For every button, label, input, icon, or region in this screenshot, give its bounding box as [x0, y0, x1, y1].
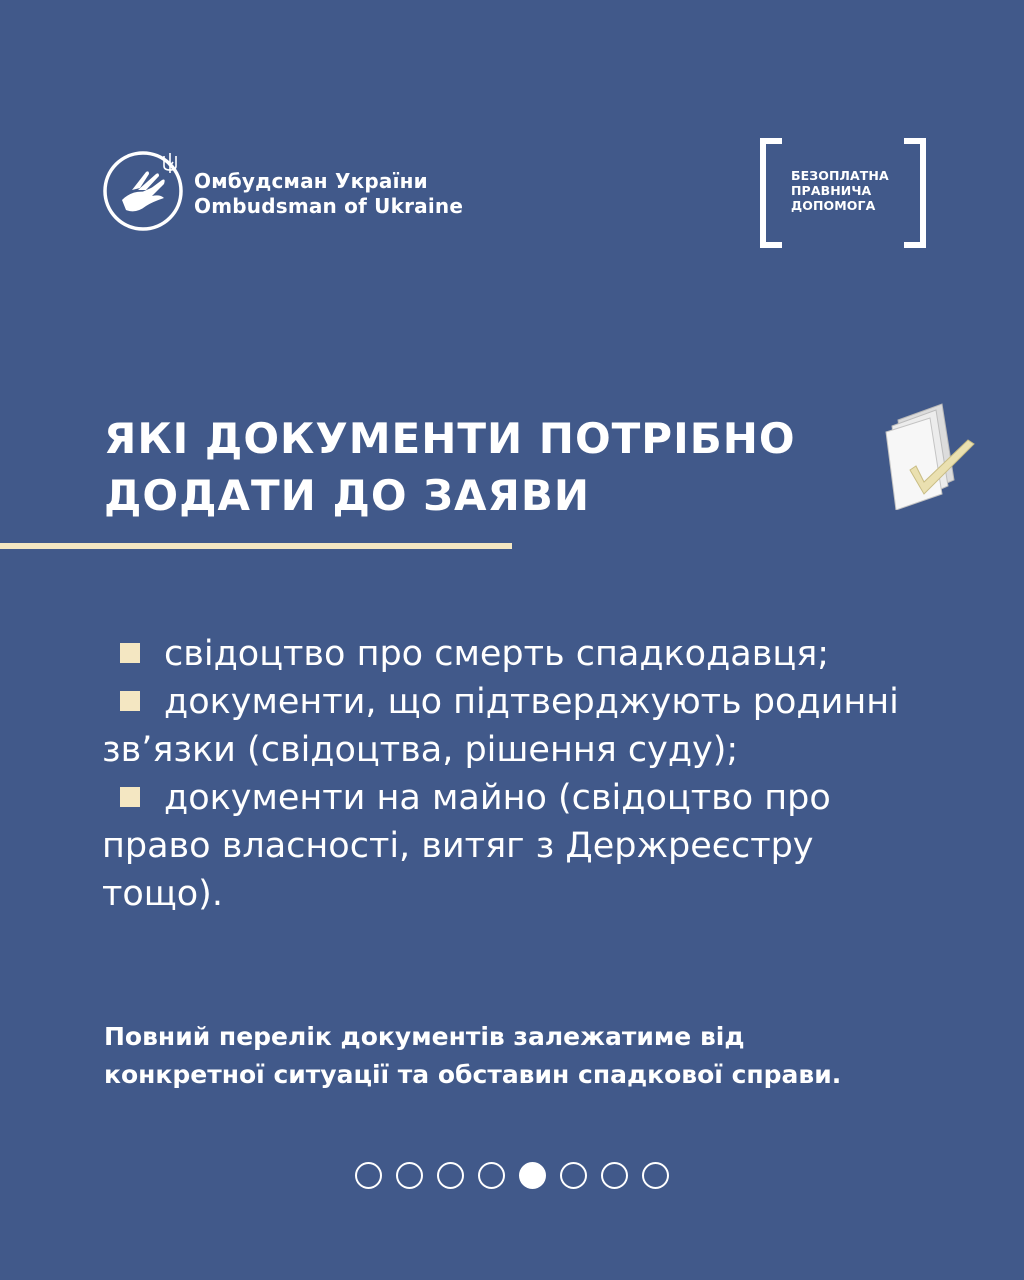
trident-icon [162, 152, 178, 174]
pagination-dot-active[interactable] [519, 1162, 546, 1189]
pagination-dot[interactable] [396, 1162, 423, 1189]
ombudsman-title-en: Ombudsman of Ukraine [194, 194, 464, 218]
footnote [104, 1018, 964, 1094]
list-item: свідоцтво про смерть спадкодавця; [102, 630, 942, 678]
footnote-line-2: конкретної ситуації та обставин спадкової справи. [104, 1060, 842, 1089]
pagination-dot[interactable] [355, 1162, 382, 1189]
documents-list [102, 630, 942, 918]
pagination-dot[interactable] [478, 1162, 505, 1189]
ombudsman-logo [102, 150, 463, 232]
legal-aid-logo [760, 138, 926, 248]
bullet-icon [120, 643, 140, 663]
pagination-dot[interactable] [642, 1162, 669, 1189]
title-underline [0, 543, 512, 549]
pagination-dot[interactable] [560, 1162, 587, 1189]
legal-aid-line-3: ДОПОМОГА [791, 198, 876, 213]
bullet-icon [120, 691, 140, 711]
pagination-dot[interactable] [601, 1162, 628, 1189]
legal-aid-line-1: БЕЗОПЛАТНА [791, 168, 889, 183]
footnote-line-1: Повний перелік документів залежатиме від [104, 1022, 745, 1051]
documents-checkmark-icon [880, 400, 980, 510]
page-title-line-1: ЯКІ ДОКУМЕНТИ ПОТРІБНО [104, 414, 796, 463]
page-title-line-2: ДОДАТИ ДО ЗАЯВИ [104, 471, 591, 520]
pagination-dots [355, 1162, 669, 1189]
list-item: документи на майно (свідоцтво про право власності, витяг з Держреєстру тощо). [102, 778, 831, 914]
list-item: документи, що підтверджують родинні зв’язки (свідоцтва, рішення суду); [102, 682, 899, 770]
bullet-icon [120, 787, 140, 807]
page-title [104, 410, 864, 524]
pagination-dot[interactable] [437, 1162, 464, 1189]
ombudsman-title-ua: Омбудсман України [194, 169, 428, 193]
legal-aid-line-2: ПРАВНИЧА [791, 183, 872, 198]
